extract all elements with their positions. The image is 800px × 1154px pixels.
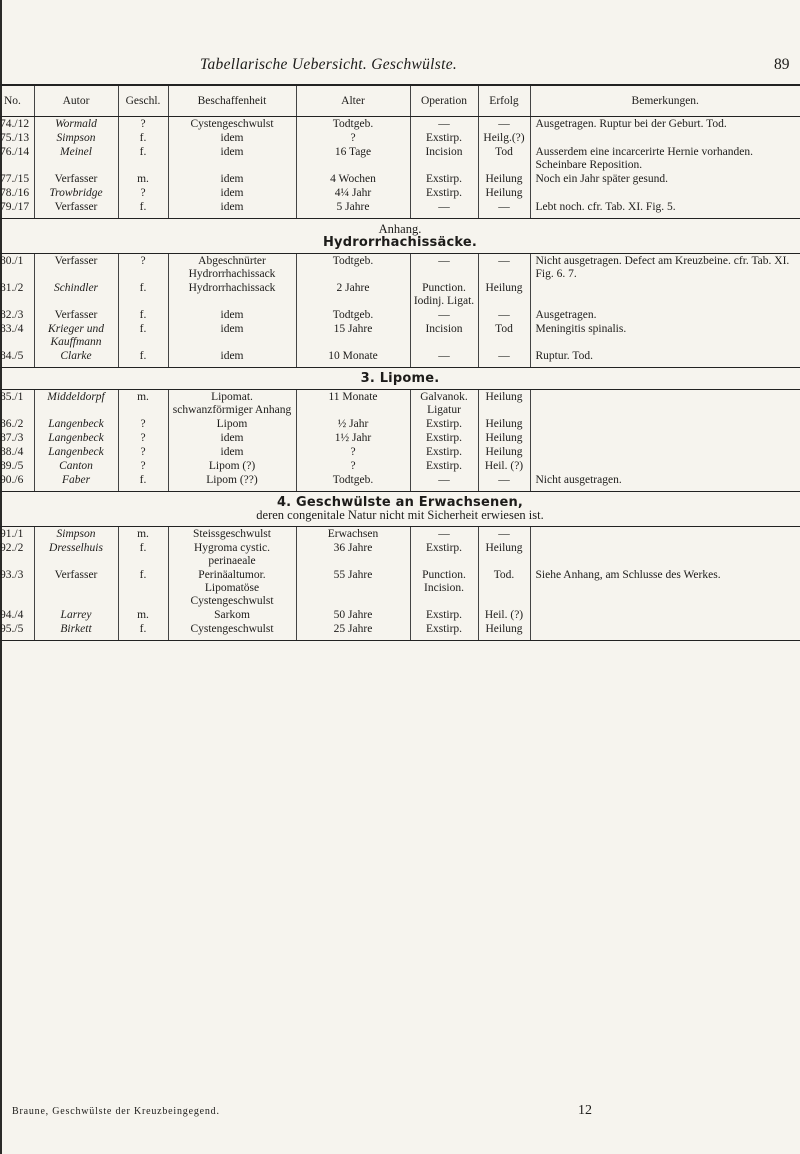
cell-no: 92./2 (0, 542, 24, 554)
cell-bemerkungen (530, 445, 800, 459)
cell-erfolg: — (478, 200, 530, 219)
cell-alter: 1½ Jahr (296, 431, 410, 445)
cell-beschaffenheit: idem (168, 145, 296, 172)
table-row (0, 117, 800, 132)
cell-operation: — (410, 254, 478, 282)
cell-geschl: f. (118, 145, 168, 172)
section-subtitle: 3. Lipome. (360, 371, 440, 386)
cell-geschl: m. (118, 527, 168, 542)
cell-autor: Verfasser (34, 568, 118, 608)
cell-geschl: f. (118, 349, 168, 368)
cell-no: 91./1 (0, 527, 34, 542)
column-header-bemerkungen: Bemerkungen. (530, 85, 800, 117)
cell-bemerkungen: Siehe Anhang, am Schlusse des Werkes. (530, 568, 800, 608)
cell-bemerkungen: Lebt noch. cfr. Tab. XI. Fig. 5. (530, 200, 800, 219)
cell-erfolg: — (478, 254, 530, 282)
cell-bemerkungen: Noch ein Jahr später gesund. (530, 172, 800, 186)
cell-alter: 4¼ Jahr (296, 186, 410, 200)
cell-autor: Simpson (34, 131, 118, 145)
cell-no: 74./12 (0, 118, 30, 130)
cell-bemerkungen: Ausgetragen. (530, 308, 800, 322)
cell-erfolg: Heilung (478, 390, 530, 418)
table-row (0, 608, 800, 622)
cell-no: 76./14 (0, 146, 30, 158)
cell-geschl: f. (118, 541, 168, 568)
cell-bemerkungen (530, 459, 800, 473)
cell-beschaffenheit: Cystengeschwulst (168, 622, 296, 641)
cell-erfolg: Heilg.(?) (478, 131, 530, 145)
cell-geschl: f. (118, 308, 168, 322)
cell-beschaffenheit: Lipom (??) (168, 473, 296, 492)
cell-beschaffenheit: idem (168, 308, 296, 322)
cell-operation: Exstirp. (410, 541, 478, 568)
table-row (0, 417, 800, 431)
cell-geschl: ? (118, 117, 168, 132)
cell-erfolg: Tod (478, 322, 530, 349)
column-header-beschaffenheit: Beschaffenheit (168, 85, 296, 117)
table-row (0, 172, 800, 186)
column-header-alter: Alter (296, 85, 410, 117)
cell-no: 90./6 (0, 473, 34, 492)
cell-erfolg: — (478, 527, 530, 542)
cell-bemerkungen: Meningitis spinalis. (530, 322, 800, 349)
cell-beschaffenheit: idem (168, 131, 296, 145)
cell-no: 77./15 (0, 173, 30, 185)
column-header-operation: Operation (410, 85, 478, 117)
section-subtitle: 4. Geschwülste an Erwachsenen, (276, 495, 524, 510)
section-title: Anhang. (378, 222, 422, 236)
cell-alter: Erwachsen (296, 527, 410, 542)
cell-geschl: f. (118, 322, 168, 349)
cell-no: 87./3 (0, 432, 24, 444)
cell-no: 88./4 (0, 446, 24, 458)
cell-no: 82./3 (0, 309, 24, 321)
cell-alter: 10 Monate (296, 349, 410, 368)
cell-erfolg: Heilung (478, 172, 530, 186)
cell-beschaffenheit: idem (168, 445, 296, 459)
cell-alter: ? (296, 445, 410, 459)
column-header-autor: Autor (34, 85, 118, 117)
cell-autor: Trowbridge (34, 186, 118, 200)
cell-erfolg: Heilung (478, 541, 530, 568)
cell-beschaffenheit: Abgeschnürter Hydrorrhachissack (168, 254, 296, 282)
cell-operation: — (410, 200, 478, 219)
cell-bemerkungen (530, 131, 800, 145)
table-row (0, 131, 800, 145)
table-row (0, 390, 800, 418)
cell-bemerkungen (530, 622, 800, 641)
cell-autor: Verfasser (34, 172, 118, 186)
table-row (0, 541, 800, 568)
cell-alter: 25 Jahre (296, 622, 410, 641)
cell-alter: 16 Tage (296, 145, 410, 172)
cell-geschl: f. (118, 622, 168, 641)
cell-autor: Canton (34, 459, 118, 473)
cell-bemerkungen (530, 417, 800, 431)
cell-bemerkungen: Ruptur. Tod. (530, 349, 800, 368)
cell-erfolg: Tod. (478, 568, 530, 608)
cell-operation: Exstirp. (410, 417, 478, 431)
cell-geschl: ? (118, 417, 168, 431)
cell-operation: Incision (410, 322, 478, 349)
cell-autor: Verfasser (34, 200, 118, 219)
cell-alter: ½ Jahr (296, 417, 410, 431)
cell-autor: Middeldorpf (34, 390, 118, 418)
cell-bemerkungen (530, 431, 800, 445)
cell-autor: Verfasser (34, 254, 118, 282)
table-row (0, 186, 800, 200)
cell-autor: Schindler (34, 281, 118, 308)
cell-geschl: f. (118, 473, 168, 492)
cell-operation: Exstirp. (410, 186, 478, 200)
cell-beschaffenheit: Hygroma cystic. perinaeale (168, 541, 296, 568)
column-header-no: No. (0, 85, 34, 117)
cell-no: 81./2 (0, 282, 24, 294)
cell-operation: — (410, 308, 478, 322)
cell-autor: Meinel (34, 145, 118, 172)
table-row (0, 145, 800, 172)
cell-no: 84./5 (0, 349, 34, 368)
cell-alter: Todtgeb. (296, 308, 410, 322)
cell-no: 75./13 (0, 132, 30, 144)
cell-no: 95./5 (0, 622, 34, 641)
cell-erfolg: Heilung (478, 186, 530, 200)
cell-geschl: f. (118, 131, 168, 145)
cell-beschaffenheit: Cystengeschwulst (168, 117, 296, 132)
cell-beschaffenheit: Steissgeschwulst (168, 527, 296, 542)
cell-erfolg: Heil. (?) (478, 608, 530, 622)
table-row (0, 322, 800, 349)
cell-geschl: f. (118, 200, 168, 219)
cell-geschl: ? (118, 459, 168, 473)
table-row (0, 281, 800, 308)
cell-beschaffenheit: idem (168, 172, 296, 186)
cell-geschl: ? (118, 445, 168, 459)
cell-operation: Exstirp. (410, 131, 478, 145)
cell-alter: Todtgeb. (296, 473, 410, 492)
cell-beschaffenheit: Sarkom (168, 608, 296, 622)
cell-erfolg: Heilung (478, 281, 530, 308)
cell-bemerkungen: Ausserdem eine incarcerirte Hernie vorhanden. Scheinbare Reposition. (530, 145, 800, 172)
cell-operation: — (410, 349, 478, 368)
section-heading-row (0, 368, 800, 390)
cell-autor: Langenbeck (34, 417, 118, 431)
cell-beschaffenheit: idem (168, 431, 296, 445)
cell-no: 85./1 (0, 390, 34, 418)
cell-bemerkungen (530, 608, 800, 622)
table-body (0, 117, 800, 641)
cell-alter: 5 Jahre (296, 200, 410, 219)
cell-beschaffenheit: Lipomat. schwanzförmiger Anhang (168, 390, 296, 418)
cell-autor: Wormald (34, 117, 118, 132)
cell-bemerkungen (530, 186, 800, 200)
column-header-erfolg: Erfolg (478, 85, 530, 117)
cell-operation: — (410, 117, 478, 132)
section-heading (0, 492, 800, 527)
cell-geschl: m. (118, 608, 168, 622)
cell-bemerkungen (530, 527, 800, 542)
cell-erfolg: Heil. (?) (478, 459, 530, 473)
cell-alter: ? (296, 459, 410, 473)
cell-beschaffenheit: Perinäaltumor. Lipomatöse Cystengeschwulst (168, 568, 296, 608)
table-row (0, 445, 800, 459)
cell-alter: 50 Jahre (296, 608, 410, 622)
cell-beschaffenheit: idem (168, 186, 296, 200)
cell-erfolg: Heilung (478, 417, 530, 431)
cell-autor: Clarke (34, 349, 118, 368)
cell-erfolg: Heilung (478, 431, 530, 445)
page-number: 89 (774, 56, 790, 73)
cell-operation: — (410, 527, 478, 542)
section-subtitle: Hydrorrhachissäcke. (322, 235, 478, 250)
cell-no: 83./4 (0, 323, 24, 335)
footer-signature: Braune, Geschwülste der Kreuzbeingegend. (12, 1106, 220, 1117)
table-row (0, 431, 800, 445)
cell-autor: Birkett (34, 622, 118, 641)
cell-autor: Krieger und Kauffmann (34, 322, 118, 349)
cell-alter: ? (296, 131, 410, 145)
cell-autor: Larrey (34, 608, 118, 622)
table-row (0, 622, 800, 641)
cell-geschl: f. (118, 281, 168, 308)
overview-table (0, 84, 800, 641)
footer-sheet-number: 12 (578, 1103, 592, 1118)
cell-operation: Incision (410, 145, 478, 172)
cell-operation: Punction. Iodinj. Ligat. (410, 281, 478, 308)
cell-autor: Langenbeck (34, 445, 118, 459)
cell-geschl: m. (118, 172, 168, 186)
cell-beschaffenheit: Lipom (168, 417, 296, 431)
cell-alter: Todtgeb. (296, 117, 410, 132)
cell-bemerkungen (530, 281, 800, 308)
table-row (0, 527, 800, 542)
cell-operation: Exstirp. (410, 172, 478, 186)
cell-alter: 2 Jahre (296, 281, 410, 308)
cell-autor: Simpson (34, 527, 118, 542)
table-header-row (0, 85, 800, 117)
cell-autor: Faber (34, 473, 118, 492)
table-row (0, 459, 800, 473)
cell-geschl: f. (118, 568, 168, 608)
cell-erfolg: — (478, 117, 530, 132)
cell-no: 79./17 (0, 200, 34, 219)
cell-operation: Exstirp. (410, 431, 478, 445)
cell-no: 89./5 (0, 460, 24, 472)
cell-alter: 4 Wochen (296, 172, 410, 186)
cell-erfolg: Heilung (478, 622, 530, 641)
cell-erfolg: — (478, 308, 530, 322)
table-row (0, 473, 800, 492)
cell-operation: Exstirp. (410, 445, 478, 459)
cell-alter: 36 Jahre (296, 541, 410, 568)
cell-no: 86./2 (0, 418, 24, 430)
cell-erfolg: — (478, 473, 530, 492)
cell-bemerkungen (530, 390, 800, 418)
cell-bemerkungen: Nicht ausgetragen. (530, 473, 800, 492)
cell-operation: — (410, 473, 478, 492)
cell-alter: Todtgeb. (296, 254, 410, 282)
cell-alter: 11 Monate (296, 390, 410, 418)
cell-geschl: m. (118, 390, 168, 418)
cell-erfolg: Tod (478, 145, 530, 172)
cell-beschaffenheit: Hydrorrhachissack (168, 281, 296, 308)
table-row (0, 568, 800, 608)
cell-bemerkungen (530, 541, 800, 568)
section-heading (0, 219, 800, 254)
section-heading-row (0, 492, 800, 527)
cell-erfolg: Heilung (478, 445, 530, 459)
cell-operation: Galvanok. Ligatur (410, 390, 478, 418)
column-header-geschl: Geschl. (118, 85, 168, 117)
table-row (0, 200, 800, 219)
cell-autor: Langenbeck (34, 431, 118, 445)
cell-bemerkungen: Nicht ausgetragen. Defect am Kreuzbeine. cfr. Tab. XI. Fig. 6. 7. (530, 254, 800, 282)
cell-operation: Exstirp. (410, 459, 478, 473)
cell-no: 80./1 (0, 254, 34, 282)
cell-no: 78./16 (0, 187, 30, 199)
cell-operation: Punction. Incision. (410, 568, 478, 608)
cell-beschaffenheit: idem (168, 322, 296, 349)
cell-beschaffenheit: idem (168, 349, 296, 368)
cell-erfolg: — (478, 349, 530, 368)
cell-alter: 55 Jahre (296, 568, 410, 608)
section-title: deren congenitale Natur nicht mit Sicherheit erwiesen ist. (256, 508, 544, 522)
section-heading-row (0, 219, 800, 254)
cell-no: 93./3 (0, 569, 24, 581)
cell-geschl: ? (118, 431, 168, 445)
cell-bemerkungen: Ausgetragen. Ruptur bei der Geburt. Tod. (530, 117, 800, 132)
cell-operation: Exstirp. (410, 608, 478, 622)
cell-geschl: ? (118, 186, 168, 200)
cell-alter: 15 Jahre (296, 322, 410, 349)
cell-beschaffenheit: Lipom (?) (168, 459, 296, 473)
cell-geschl: ? (118, 254, 168, 282)
running-header-title: Tabellarische Uebersicht. Geschwülste. (200, 56, 458, 73)
table-row (0, 308, 800, 322)
cell-no: 94./4 (0, 609, 24, 621)
cell-autor: Dresselhuis (34, 541, 118, 568)
table-row (0, 254, 800, 282)
cell-beschaffenheit: idem (168, 200, 296, 219)
cell-autor: Verfasser (34, 308, 118, 322)
table-row (0, 349, 800, 368)
section-heading (0, 368, 800, 390)
cell-operation: Exstirp. (410, 622, 478, 641)
